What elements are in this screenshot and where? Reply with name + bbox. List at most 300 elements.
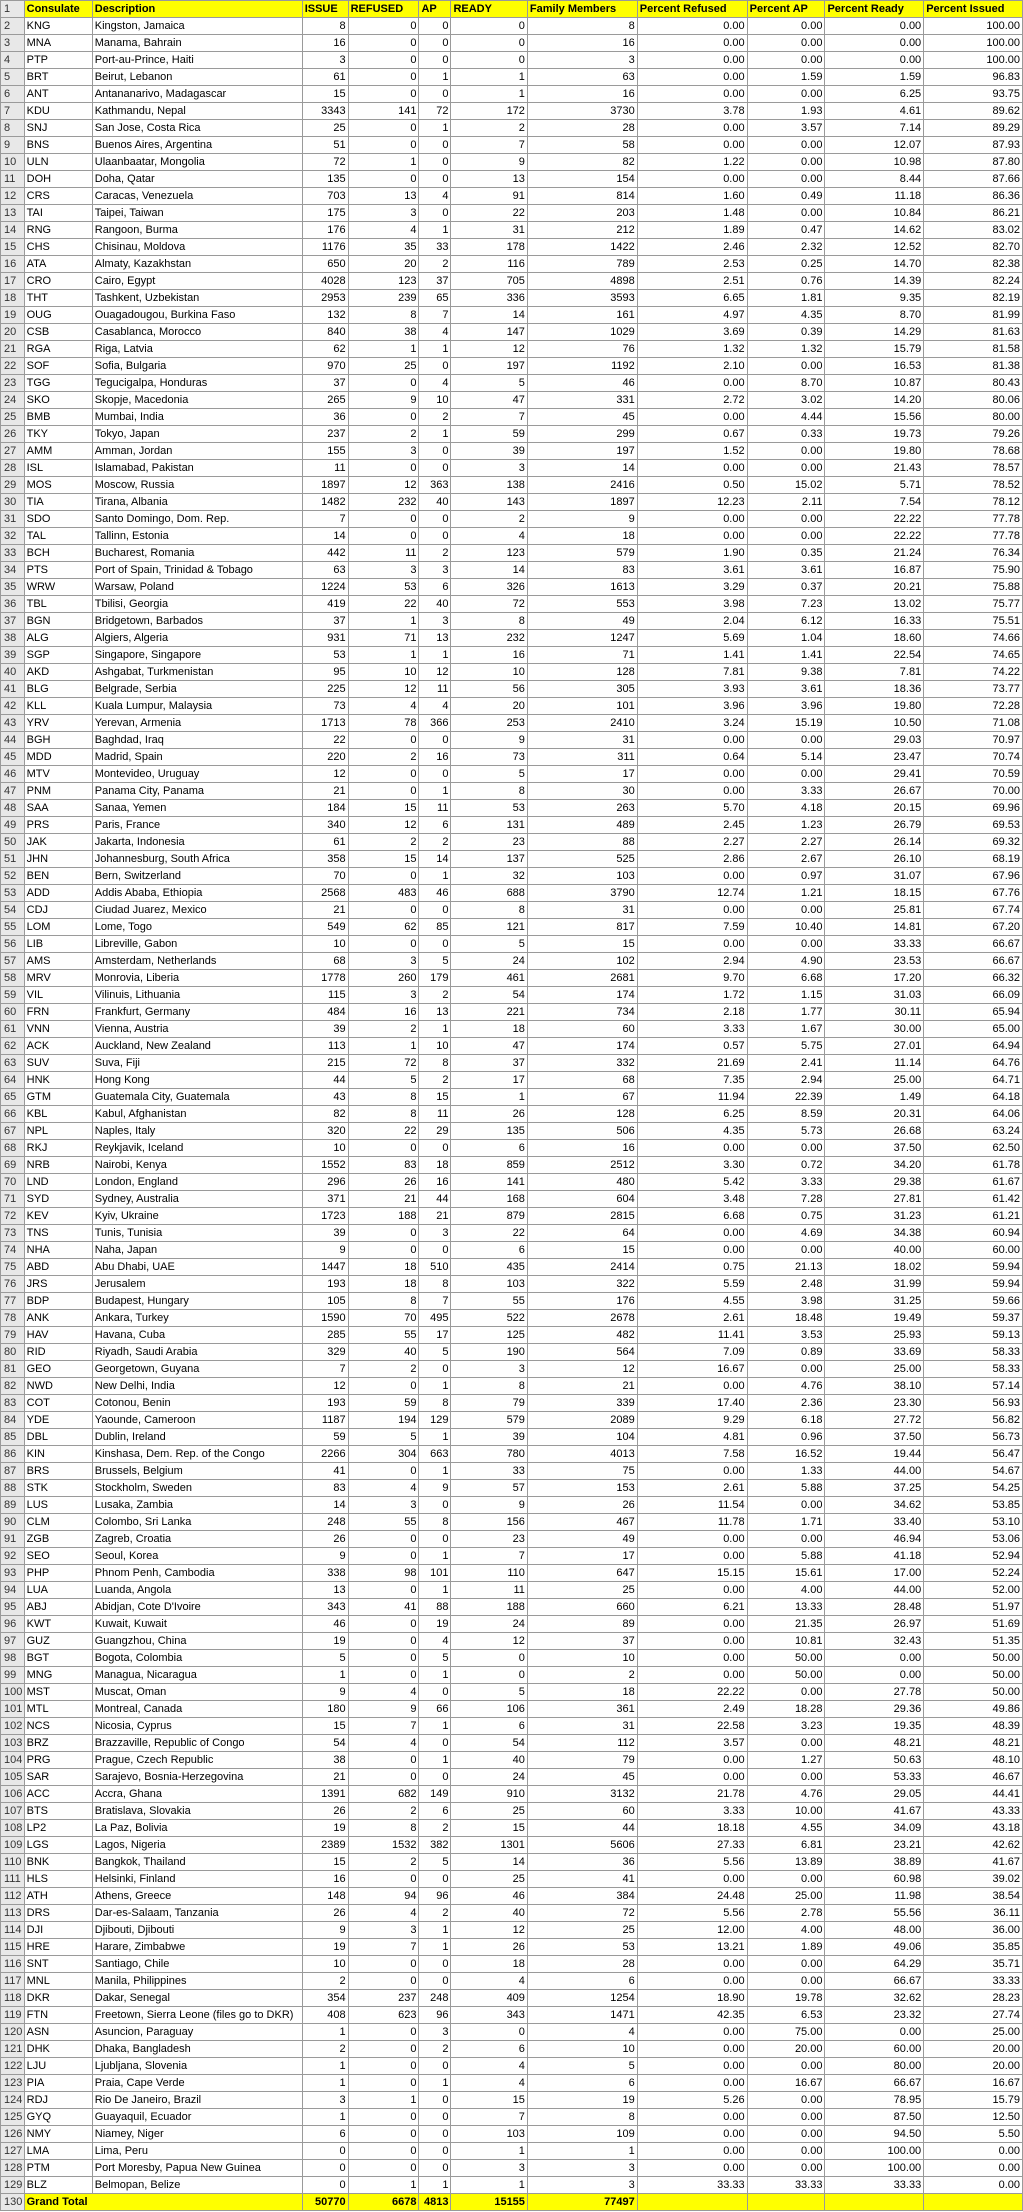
ready-cell[interactable]: 79 <box>451 1395 527 1412</box>
percent-ap-cell[interactable]: 13.89 <box>747 1854 825 1871</box>
issue-cell[interactable]: 225 <box>302 681 348 698</box>
ap-cell[interactable]: 16 <box>419 749 451 766</box>
refused-cell[interactable]: 55 <box>348 1327 419 1344</box>
ap-cell[interactable]: 4 <box>419 375 451 392</box>
consulate-code-cell[interactable]: PTM <box>24 2160 92 2177</box>
percent-ready-cell[interactable]: 14.39 <box>825 273 924 290</box>
ap-cell[interactable]: 4 <box>419 324 451 341</box>
percent-refused-cell[interactable]: 2.72 <box>637 392 747 409</box>
grand-total-label[interactable]: Grand Total <box>24 2194 302 2211</box>
family-members-cell[interactable]: 4898 <box>527 273 637 290</box>
percent-ready-cell[interactable]: 22.22 <box>825 528 924 545</box>
consulate-code-cell[interactable]: KEV <box>24 1208 92 1225</box>
percent-ap-cell[interactable]: 4.69 <box>747 1225 825 1242</box>
refused-cell[interactable]: 22 <box>348 1123 419 1140</box>
percent-ap-cell[interactable]: 2.67 <box>747 851 825 868</box>
percent-issued-cell[interactable]: 81.38 <box>924 358 1023 375</box>
family-members-cell[interactable]: 176 <box>527 1293 637 1310</box>
description-cell[interactable]: Beirut, Lebanon <box>92 69 302 86</box>
percent-ready-cell[interactable]: 20.15 <box>825 800 924 817</box>
family-members-cell[interactable]: 489 <box>527 817 637 834</box>
ready-cell[interactable]: 6 <box>451 1140 527 1157</box>
row-number[interactable]: 102 <box>1 1718 25 1735</box>
percent-ready-cell[interactable]: 19.35 <box>825 1718 924 1735</box>
percent-issued-cell[interactable]: 81.58 <box>924 341 1023 358</box>
refused-cell[interactable]: 0 <box>348 1531 419 1548</box>
row-number[interactable]: 10 <box>1 154 25 171</box>
family-members-cell[interactable]: 67 <box>527 1089 637 1106</box>
refused-cell[interactable]: 5 <box>348 1429 419 1446</box>
percent-issued-cell[interactable]: 70.59 <box>924 766 1023 783</box>
ready-cell[interactable]: 0 <box>451 52 527 69</box>
percent-refused-cell[interactable]: 0.00 <box>637 2075 747 2092</box>
description-cell[interactable]: Dublin, Ireland <box>92 1429 302 1446</box>
ready-cell[interactable]: 0 <box>451 1650 527 1667</box>
percent-refused-cell[interactable]: 4.81 <box>637 1429 747 1446</box>
percent-ready-cell[interactable]: 0.00 <box>825 1667 924 1684</box>
percent-ap-cell[interactable]: 0.00 <box>747 1361 825 1378</box>
percent-ap-cell[interactable]: 4.18 <box>747 800 825 817</box>
issue-cell[interactable]: 1 <box>302 2058 348 2075</box>
issue-cell[interactable]: 70 <box>302 868 348 885</box>
issue-cell[interactable]: 46 <box>302 1616 348 1633</box>
refused-cell[interactable]: 94 <box>348 1888 419 1905</box>
issue-cell[interactable]: 14 <box>302 1497 348 1514</box>
percent-issued-cell[interactable]: 53.10 <box>924 1514 1023 1531</box>
ready-cell[interactable]: 5 <box>451 1684 527 1701</box>
consulate-code-cell[interactable]: ACK <box>24 1038 92 1055</box>
issue-cell[interactable]: 14 <box>302 528 348 545</box>
percent-issued-cell[interactable]: 74.22 <box>924 664 1023 681</box>
row-number[interactable]: 37 <box>1 613 25 630</box>
issue-cell[interactable]: 1 <box>302 2075 348 2092</box>
refused-cell[interactable]: 2 <box>348 1361 419 1378</box>
family-members-cell[interactable]: 2416 <box>527 477 637 494</box>
ap-cell[interactable]: 1 <box>419 1667 451 1684</box>
ready-cell[interactable]: 1301 <box>451 1837 527 1854</box>
percent-refused-cell[interactable]: 7.09 <box>637 1344 747 1361</box>
description-cell[interactable]: Kyiv, Ukraine <box>92 1208 302 1225</box>
ap-cell[interactable]: 0 <box>419 1871 451 1888</box>
ap-cell[interactable]: 1 <box>419 1939 451 1956</box>
ap-cell[interactable]: 0 <box>419 460 451 477</box>
ap-cell[interactable]: 0 <box>419 1531 451 1548</box>
description-cell[interactable]: Chisinau, Moldova <box>92 239 302 256</box>
ready-cell[interactable]: 17 <box>451 1072 527 1089</box>
description-cell[interactable]: Riyadh, Saudi Arabia <box>92 1344 302 1361</box>
ready-cell[interactable]: 5 <box>451 936 527 953</box>
row-number[interactable]: 8 <box>1 120 25 137</box>
issue-cell[interactable]: 73 <box>302 698 348 715</box>
consulate-code-cell[interactable]: SDO <box>24 511 92 528</box>
percent-issued-cell[interactable]: 87.80 <box>924 154 1023 171</box>
percent-issued-cell[interactable]: 56.73 <box>924 1429 1023 1446</box>
consulate-code-cell[interactable]: ATA <box>24 256 92 273</box>
ap-cell[interactable]: 0 <box>419 2160 451 2177</box>
percent-issued-cell[interactable]: 57.14 <box>924 1378 1023 1395</box>
percent-ap-cell[interactable]: 0.00 <box>747 2143 825 2160</box>
percent-refused-cell[interactable]: 5.70 <box>637 800 747 817</box>
percent-refused-cell[interactable]: 3.33 <box>637 1803 747 1820</box>
consulate-code-cell[interactable]: PRG <box>24 1752 92 1769</box>
description-cell[interactable]: Kuala Lumpur, Malaysia <box>92 698 302 715</box>
ready-cell[interactable]: 15 <box>451 1820 527 1837</box>
percent-ap-cell[interactable]: 0.00 <box>747 1735 825 1752</box>
percent-refused-cell[interactable]: 0.57 <box>637 1038 747 1055</box>
column-header-ap[interactable]: AP <box>419 1 451 18</box>
percent-refused-cell[interactable]: 12.74 <box>637 885 747 902</box>
ap-cell[interactable]: 663 <box>419 1446 451 1463</box>
ap-cell[interactable]: 2 <box>419 1820 451 1837</box>
percent-ready-cell[interactable]: 0.00 <box>825 1650 924 1667</box>
percent-ready-cell[interactable]: 40.00 <box>825 1242 924 1259</box>
percent-ready-cell[interactable]: 21.24 <box>825 545 924 562</box>
refused-cell[interactable]: 0 <box>348 86 419 103</box>
issue-cell[interactable]: 6 <box>302 2126 348 2143</box>
percent-ready-cell[interactable]: 14.62 <box>825 222 924 239</box>
percent-refused-cell[interactable]: 0.00 <box>637 409 747 426</box>
percent-refused-cell[interactable]: 0.00 <box>637 1548 747 1565</box>
description-cell[interactable]: Dakar, Senegal <box>92 1990 302 2007</box>
percent-issued-cell[interactable]: 56.82 <box>924 1412 1023 1429</box>
description-cell[interactable]: Paris, France <box>92 817 302 834</box>
description-cell[interactable]: Kingston, Jamaica <box>92 18 302 35</box>
total-ready[interactable]: 15155 <box>451 2194 527 2211</box>
percent-ap-cell[interactable]: 0.00 <box>747 2126 825 2143</box>
percent-ap-cell[interactable]: 0.75 <box>747 1208 825 1225</box>
ready-cell[interactable]: 2 <box>451 511 527 528</box>
consulate-code-cell[interactable]: BLG <box>24 681 92 698</box>
percent-ap-cell[interactable]: 2.94 <box>747 1072 825 1089</box>
ready-cell[interactable]: 4 <box>451 2058 527 2075</box>
row-number[interactable]: 44 <box>1 732 25 749</box>
percent-refused-cell[interactable]: 27.33 <box>637 1837 747 1854</box>
percent-issued-cell[interactable]: 36.00 <box>924 1922 1023 1939</box>
ap-cell[interactable]: 0 <box>419 86 451 103</box>
family-members-cell[interactable]: 332 <box>527 1055 637 1072</box>
percent-issued-cell[interactable]: 59.94 <box>924 1276 1023 1293</box>
description-cell[interactable]: Lome, Togo <box>92 919 302 936</box>
ap-cell[interactable]: 17 <box>419 1327 451 1344</box>
ready-cell[interactable]: 10 <box>451 664 527 681</box>
percent-ready-cell[interactable]: 37.50 <box>825 1429 924 1446</box>
description-cell[interactable]: Belmopan, Belize <box>92 2177 302 2194</box>
percent-issued-cell[interactable]: 48.10 <box>924 1752 1023 1769</box>
percent-refused-cell[interactable]: 4.97 <box>637 307 747 324</box>
percent-issued-cell[interactable]: 93.75 <box>924 86 1023 103</box>
description-cell[interactable]: Cairo, Egypt <box>92 273 302 290</box>
percent-refused-cell[interactable]: 7.59 <box>637 919 747 936</box>
row-number[interactable]: 18 <box>1 290 25 307</box>
refused-cell[interactable]: 3 <box>348 562 419 579</box>
ap-cell[interactable]: 0 <box>419 2126 451 2143</box>
row-number[interactable]: 3 <box>1 35 25 52</box>
ap-cell[interactable]: 0 <box>419 1497 451 1514</box>
percent-ready-cell[interactable]: 7.54 <box>825 494 924 511</box>
ap-cell[interactable]: 101 <box>419 1565 451 1582</box>
refused-cell[interactable]: 0 <box>348 2126 419 2143</box>
description-cell[interactable]: Sanaa, Yemen <box>92 800 302 817</box>
description-cell[interactable]: Tegucigalpa, Honduras <box>92 375 302 392</box>
ready-cell[interactable]: 25 <box>451 1803 527 1820</box>
percent-issued-cell[interactable]: 65.94 <box>924 1004 1023 1021</box>
percent-issued-cell[interactable]: 58.33 <box>924 1344 1023 1361</box>
consulate-code-cell[interactable]: BTS <box>24 1803 92 1820</box>
consulate-code-cell[interactable]: SEO <box>24 1548 92 1565</box>
refused-cell[interactable]: 98 <box>348 1565 419 1582</box>
percent-ready-cell[interactable]: 80.00 <box>825 2058 924 2075</box>
ap-cell[interactable]: 2 <box>419 834 451 851</box>
refused-cell[interactable]: 0 <box>348 1548 419 1565</box>
consulate-code-cell[interactable]: GEO <box>24 1361 92 1378</box>
ready-cell[interactable]: 55 <box>451 1293 527 1310</box>
percent-refused-cell[interactable]: 1.41 <box>637 647 747 664</box>
percent-ready-cell[interactable]: 1.49 <box>825 1089 924 1106</box>
row-number[interactable]: 104 <box>1 1752 25 1769</box>
refused-cell[interactable]: 2 <box>348 834 419 851</box>
family-members-cell[interactable]: 2410 <box>527 715 637 732</box>
description-cell[interactable]: Algiers, Algeria <box>92 630 302 647</box>
row-number[interactable]: 70 <box>1 1174 25 1191</box>
row-number[interactable]: 115 <box>1 1939 25 1956</box>
description-cell[interactable]: Accra, Ghana <box>92 1786 302 1803</box>
row-number[interactable]: 117 <box>1 1973 25 1990</box>
issue-cell[interactable]: 2 <box>302 2041 348 2058</box>
percent-ready-cell[interactable]: 10.87 <box>825 375 924 392</box>
family-members-cell[interactable]: 2 <box>527 1667 637 1684</box>
percent-ready-cell[interactable]: 34.09 <box>825 1820 924 1837</box>
description-cell[interactable]: Bucharest, Romania <box>92 545 302 562</box>
percent-ready-cell[interactable]: 100.00 <box>825 2143 924 2160</box>
refused-cell[interactable]: 682 <box>348 1786 419 1803</box>
consulate-code-cell[interactable]: HLS <box>24 1871 92 1888</box>
consulate-code-cell[interactable]: JAK <box>24 834 92 851</box>
ap-cell[interactable]: 0 <box>419 528 451 545</box>
percent-refused-cell[interactable]: 0.00 <box>637 1616 747 1633</box>
ready-cell[interactable]: 72 <box>451 596 527 613</box>
ap-cell[interactable]: 72 <box>419 103 451 120</box>
consulate-code-cell[interactable]: ULN <box>24 154 92 171</box>
ready-cell[interactable]: 6 <box>451 2041 527 2058</box>
refused-cell[interactable]: 0 <box>348 1582 419 1599</box>
row-number[interactable]: 62 <box>1 1038 25 1055</box>
refused-cell[interactable]: 0 <box>348 783 419 800</box>
ready-cell[interactable]: 59 <box>451 426 527 443</box>
ready-cell[interactable]: 22 <box>451 205 527 222</box>
percent-issued-cell[interactable]: 78.57 <box>924 460 1023 477</box>
row-number[interactable]: 9 <box>1 137 25 154</box>
consulate-code-cell[interactable]: BGT <box>24 1650 92 1667</box>
row-number[interactable]: 121 <box>1 2041 25 2058</box>
percent-refused-cell[interactable]: 11.54 <box>637 1497 747 1514</box>
row-number[interactable]: 95 <box>1 1599 25 1616</box>
ready-cell[interactable]: 23 <box>451 834 527 851</box>
percent-ap-cell[interactable]: 1.81 <box>747 290 825 307</box>
percent-ready-cell[interactable]: 9.35 <box>825 290 924 307</box>
description-cell[interactable]: Sarajevo, Bosnia-Herzegovina <box>92 1769 302 1786</box>
percent-ready-cell[interactable]: 34.20 <box>825 1157 924 1174</box>
percent-ready-cell[interactable]: 44.00 <box>825 1582 924 1599</box>
refused-cell[interactable]: 0 <box>348 1956 419 1973</box>
refused-cell[interactable]: 18 <box>348 1259 419 1276</box>
percent-refused-cell[interactable]: 9.29 <box>637 1412 747 1429</box>
percent-refused-cell[interactable]: 0.00 <box>637 52 747 69</box>
row-number[interactable]: 33 <box>1 545 25 562</box>
percent-refused-cell[interactable]: 0.00 <box>637 1956 747 1973</box>
row-number[interactable]: 6 <box>1 86 25 103</box>
percent-refused-cell[interactable]: 0.00 <box>637 1378 747 1395</box>
percent-refused-cell[interactable]: 2.04 <box>637 613 747 630</box>
ap-cell[interactable]: 8 <box>419 1514 451 1531</box>
consulate-code-cell[interactable]: BRT <box>24 69 92 86</box>
percent-ready-cell[interactable]: 16.33 <box>825 613 924 630</box>
percent-ap-cell[interactable]: 0.97 <box>747 868 825 885</box>
issue-cell[interactable]: 1590 <box>302 1310 348 1327</box>
percent-ap-cell[interactable]: 0.00 <box>747 2092 825 2109</box>
ap-cell[interactable]: 1 <box>419 426 451 443</box>
percent-ap-cell[interactable]: 0.00 <box>747 1531 825 1548</box>
issue-cell[interactable]: 1 <box>302 2109 348 2126</box>
refused-cell[interactable]: 0 <box>348 460 419 477</box>
percent-ap-cell[interactable]: 18.48 <box>747 1310 825 1327</box>
consulate-code-cell[interactable]: RGA <box>24 341 92 358</box>
ready-cell[interactable]: 705 <box>451 273 527 290</box>
percent-refused-cell[interactable]: 0.50 <box>637 477 747 494</box>
issue-cell[interactable]: 1187 <box>302 1412 348 1429</box>
family-members-cell[interactable]: 1 <box>527 2143 637 2160</box>
percent-ready-cell[interactable]: 8.70 <box>825 307 924 324</box>
description-cell[interactable]: Helsinki, Finland <box>92 1871 302 1888</box>
percent-refused-cell[interactable]: 2.86 <box>637 851 747 868</box>
percent-issued-cell[interactable]: 67.74 <box>924 902 1023 919</box>
family-members-cell[interactable]: 112 <box>527 1735 637 1752</box>
ap-cell[interactable]: 1 <box>419 120 451 137</box>
row-number[interactable]: 27 <box>1 443 25 460</box>
percent-refused-cell[interactable]: 0.00 <box>637 137 747 154</box>
description-cell[interactable]: Tunis, Tunisia <box>92 1225 302 1242</box>
issue-cell[interactable]: 3343 <box>302 103 348 120</box>
refused-cell[interactable]: 0 <box>348 2109 419 2126</box>
issue-cell[interactable]: 180 <box>302 1701 348 1718</box>
percent-ready-cell[interactable]: 27.78 <box>825 1684 924 1701</box>
ap-cell[interactable]: 1 <box>419 222 451 239</box>
percent-ap-cell[interactable]: 4.76 <box>747 1786 825 1803</box>
consulate-code-cell[interactable]: LGS <box>24 1837 92 1854</box>
percent-refused-cell[interactable]: 0.00 <box>637 1582 747 1599</box>
percent-refused-cell[interactable]: 0.75 <box>637 1259 747 1276</box>
row-number[interactable]: 90 <box>1 1514 25 1531</box>
row-number[interactable]: 58 <box>1 970 25 987</box>
percent-ap-cell[interactable]: 15.02 <box>747 477 825 494</box>
percent-ap-cell[interactable]: 10.81 <box>747 1633 825 1650</box>
percent-refused-cell[interactable]: 11.41 <box>637 1327 747 1344</box>
issue-cell[interactable]: 931 <box>302 630 348 647</box>
ap-cell[interactable]: 13 <box>419 630 451 647</box>
row-number[interactable]: 85 <box>1 1429 25 1446</box>
percent-ready-cell[interactable]: 34.38 <box>825 1225 924 1242</box>
percent-refused-cell[interactable]: 2.51 <box>637 273 747 290</box>
description-cell[interactable]: Zagreb, Croatia <box>92 1531 302 1548</box>
issue-cell[interactable]: 148 <box>302 1888 348 1905</box>
column-header-description[interactable]: Description <box>92 1 302 18</box>
description-cell[interactable]: Bogota, Colombia <box>92 1650 302 1667</box>
percent-refused-cell[interactable]: 11.94 <box>637 1089 747 1106</box>
percent-refused-cell[interactable]: 0.00 <box>637 936 747 953</box>
family-members-cell[interactable]: 604 <box>527 1191 637 1208</box>
issue-cell[interactable]: 105 <box>302 1293 348 1310</box>
family-members-cell[interactable]: 553 <box>527 596 637 613</box>
percent-ap-cell[interactable]: 6.53 <box>747 2007 825 2024</box>
percent-ready-cell[interactable]: 41.18 <box>825 1548 924 1565</box>
percent-refused-cell[interactable]: 11.78 <box>637 1514 747 1531</box>
consulate-code-cell[interactable]: ANT <box>24 86 92 103</box>
percent-issued-cell[interactable]: 48.21 <box>924 1735 1023 1752</box>
family-members-cell[interactable]: 10 <box>527 2041 637 2058</box>
percent-refused-cell[interactable]: 0.00 <box>637 783 747 800</box>
row-number[interactable]: 88 <box>1 1480 25 1497</box>
percent-issued-cell[interactable]: 64.71 <box>924 1072 1023 1089</box>
family-members-cell[interactable]: 2815 <box>527 1208 637 1225</box>
description-cell[interactable]: Rio De Janeiro, Brazil <box>92 2092 302 2109</box>
ap-cell[interactable]: 179 <box>419 970 451 987</box>
refused-cell[interactable]: 12 <box>348 817 419 834</box>
consulate-code-cell[interactable]: LND <box>24 1174 92 1191</box>
consulate-code-cell[interactable]: LOM <box>24 919 92 936</box>
percent-issued-cell[interactable]: 59.37 <box>924 1310 1023 1327</box>
percent-ready-cell[interactable]: 17.00 <box>825 1565 924 1582</box>
description-cell[interactable]: Colombo, Sri Lanka <box>92 1514 302 1531</box>
ap-cell[interactable]: 0 <box>419 154 451 171</box>
description-cell[interactable]: Vienna, Austria <box>92 1021 302 1038</box>
ap-cell[interactable]: 7 <box>419 1293 451 1310</box>
issue-cell[interactable]: 1176 <box>302 239 348 256</box>
percent-ap-cell[interactable]: 1.21 <box>747 885 825 902</box>
percent-issued-cell[interactable]: 77.78 <box>924 511 1023 528</box>
percent-refused-cell[interactable]: 9.70 <box>637 970 747 987</box>
consulate-code-cell[interactable]: JRS <box>24 1276 92 1293</box>
issue-cell[interactable]: 15 <box>302 1718 348 1735</box>
refused-cell[interactable]: 11 <box>348 545 419 562</box>
percent-ready-cell[interactable]: 37.50 <box>825 1140 924 1157</box>
consulate-code-cell[interactable]: MRV <box>24 970 92 987</box>
issue-cell[interactable]: 1 <box>302 2024 348 2041</box>
percent-ap-cell[interactable]: 0.25 <box>747 256 825 273</box>
percent-ap-cell[interactable]: 2.32 <box>747 239 825 256</box>
percent-issued-cell[interactable]: 53.06 <box>924 1531 1023 1548</box>
ready-cell[interactable]: 47 <box>451 392 527 409</box>
family-members-cell[interactable]: 2089 <box>527 1412 637 1429</box>
family-members-cell[interactable]: 21 <box>527 1378 637 1395</box>
consulate-code-cell[interactable]: CRS <box>24 188 92 205</box>
family-members-cell[interactable]: 506 <box>527 1123 637 1140</box>
total-family-members[interactable]: 77497 <box>527 2194 637 2211</box>
percent-ap-cell[interactable]: 0.96 <box>747 1429 825 1446</box>
description-cell[interactable]: Reykjavik, Iceland <box>92 1140 302 1157</box>
family-members-cell[interactable]: 8 <box>527 2109 637 2126</box>
refused-cell[interactable]: 4 <box>348 1684 419 1701</box>
consulate-code-cell[interactable]: CHS <box>24 239 92 256</box>
ap-cell[interactable]: 11 <box>419 800 451 817</box>
total-issue[interactable]: 50770 <box>302 2194 348 2211</box>
family-members-cell[interactable]: 82 <box>527 154 637 171</box>
description-cell[interactable]: Moscow, Russia <box>92 477 302 494</box>
percent-issued-cell[interactable]: 50.00 <box>924 1667 1023 1684</box>
percent-ap-cell[interactable]: 3.33 <box>747 783 825 800</box>
percent-refused-cell[interactable]: 2.49 <box>637 1701 747 1718</box>
percent-ap-cell[interactable]: 4.90 <box>747 953 825 970</box>
percent-issued-cell[interactable]: 64.94 <box>924 1038 1023 1055</box>
row-number[interactable]: 15 <box>1 239 25 256</box>
